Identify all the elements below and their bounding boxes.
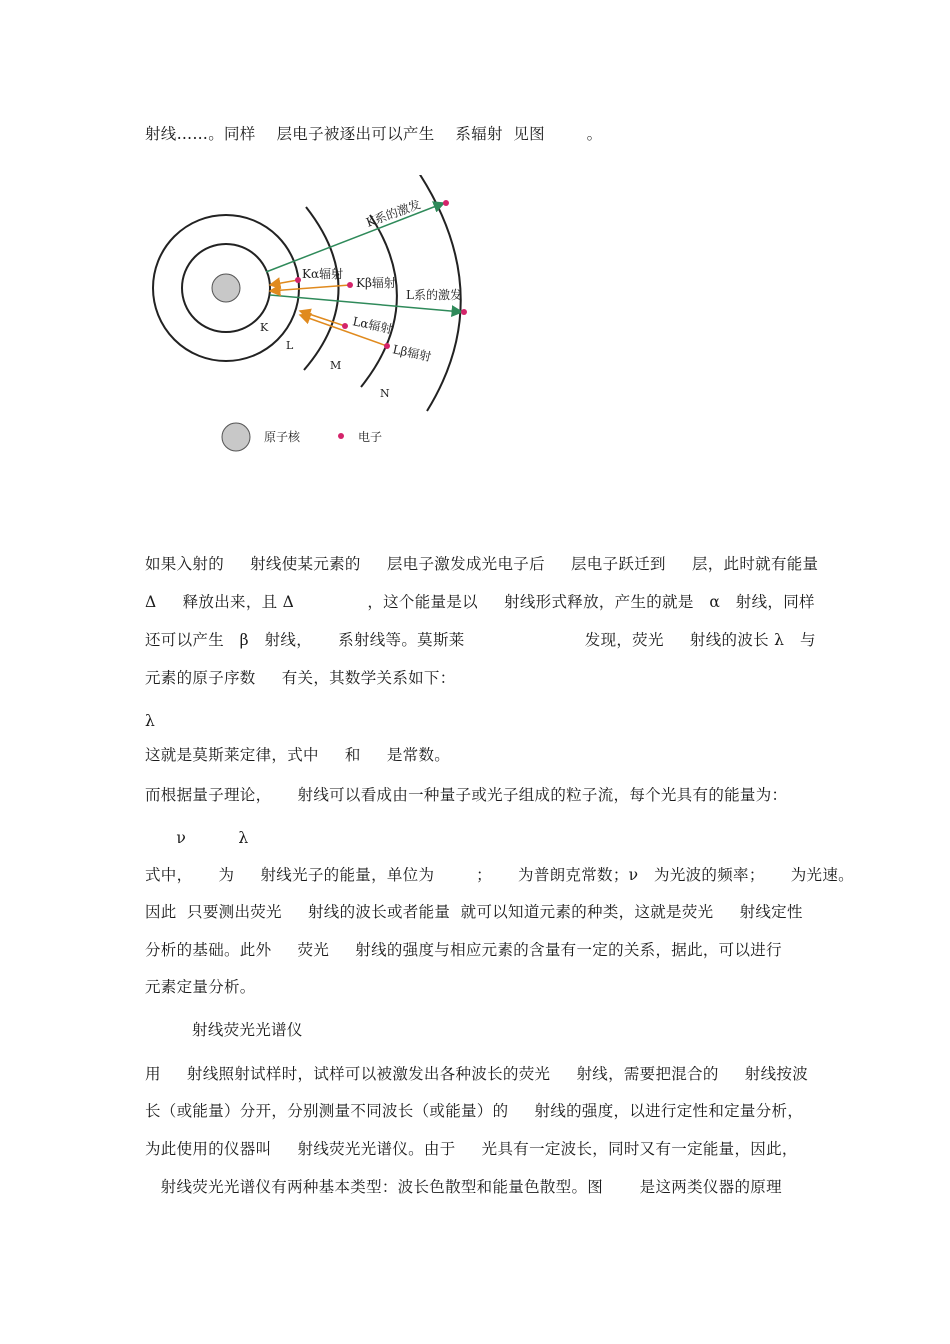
paragraph-line: 因此 只要测出荧光 射线的波长或者能量 就可以知道元素的种类，这就是荧光 射线定性 — [145, 903, 803, 921]
nucleus — [212, 274, 240, 302]
section-heading: 射线荧光光谱仪 — [145, 1021, 303, 1039]
intro-line: 射线……。同样 层电子被逐出可以产生 系辐射 见图 。 — [145, 125, 603, 143]
formula-line: ν λ — [145, 829, 249, 847]
legend-electron-swatch — [338, 433, 344, 439]
legend-nucleus-label: 原子核 — [264, 430, 301, 444]
paragraph-line: 元素的原子序数 有关，其数学关系如下： — [145, 669, 456, 687]
paragraph-line: 还可以产生 β 射线， 系射线等。莫斯莱 发现，荧光 射线的波长 λ 与 — [145, 631, 816, 649]
electron — [443, 200, 449, 206]
shell-label-m: M — [330, 359, 342, 372]
kb-label: Kβ辐射 — [356, 276, 396, 290]
paragraph-line: 长（或能量）分开，分别测量不同波长（或能量）的 射线的强度，以进行定性和定量分析， — [145, 1102, 804, 1120]
paragraph-line: 如果入射的 射线使某元素的 层电子激发成光电子后 层电子跃迁到 层，此时就有能量 — [145, 555, 819, 573]
atomic-shell-diagram — [140, 175, 480, 460]
electron — [461, 309, 467, 315]
k-excite-label: K系的激发 — [364, 197, 423, 230]
paragraph-line: 这就是莫斯莱定律，式中 和 是常数。 — [145, 746, 451, 764]
electron — [347, 282, 353, 288]
la-label: Lα辐射 — [351, 314, 394, 337]
electron — [342, 323, 348, 329]
paragraph-line: 用 射线照射试样时，试样可以被激发出各种波长的荧光 射线，需要把混合的 射线按波 — [145, 1065, 809, 1083]
l-excite-label: L系的激发 — [406, 288, 462, 302]
paragraph-line: 为此使用的仪器叫 射线荧光光谱仪。由于 光具有一定波长，同时又有一定能量，因此， — [145, 1140, 798, 1158]
paragraph-line: 元素定量分析。 — [145, 978, 256, 996]
shell-label-l: L — [286, 339, 294, 352]
shell-label-n: N — [380, 387, 390, 400]
legend-electron-label: 电子 — [358, 430, 383, 444]
legend-nucleus-swatch — [222, 423, 250, 451]
lb-label: Lβ辐射 — [391, 342, 433, 365]
paragraph-line: 式中， 为 射线光子的能量，单位为 ； 为普朗克常数；ν 为光波的频率； 为光速。 — [145, 866, 854, 884]
electron — [384, 343, 390, 349]
ka-arrow — [270, 280, 298, 285]
paragraph-line: 分析的基础。此外 荧光 射线的强度与相应元素的含量有一定的关系，据此，可以进行 — [145, 941, 782, 959]
paragraph-line: Δ 释放出来，且 Δ ，这个能量是以 射线形式释放，产生的就是 α 射线，同样 — [145, 593, 815, 611]
electron — [295, 277, 301, 283]
k-excite-arrow — [266, 203, 444, 272]
shell-label-k: K — [260, 321, 269, 334]
paragraph-line: 而根据量子理论， 射线可以看成由一种量子或光子组成的粒子流，每个光具有的能量为： — [145, 786, 788, 804]
paragraph-line: 射线荧光光谱仪有两种基本类型：波长色散型和能量色散型。图 是这两类仪器的原理 — [145, 1178, 782, 1196]
shell-n — [361, 215, 397, 387]
ka-label: Kα辐射 — [302, 267, 344, 281]
formula-line: λ — [145, 712, 156, 730]
